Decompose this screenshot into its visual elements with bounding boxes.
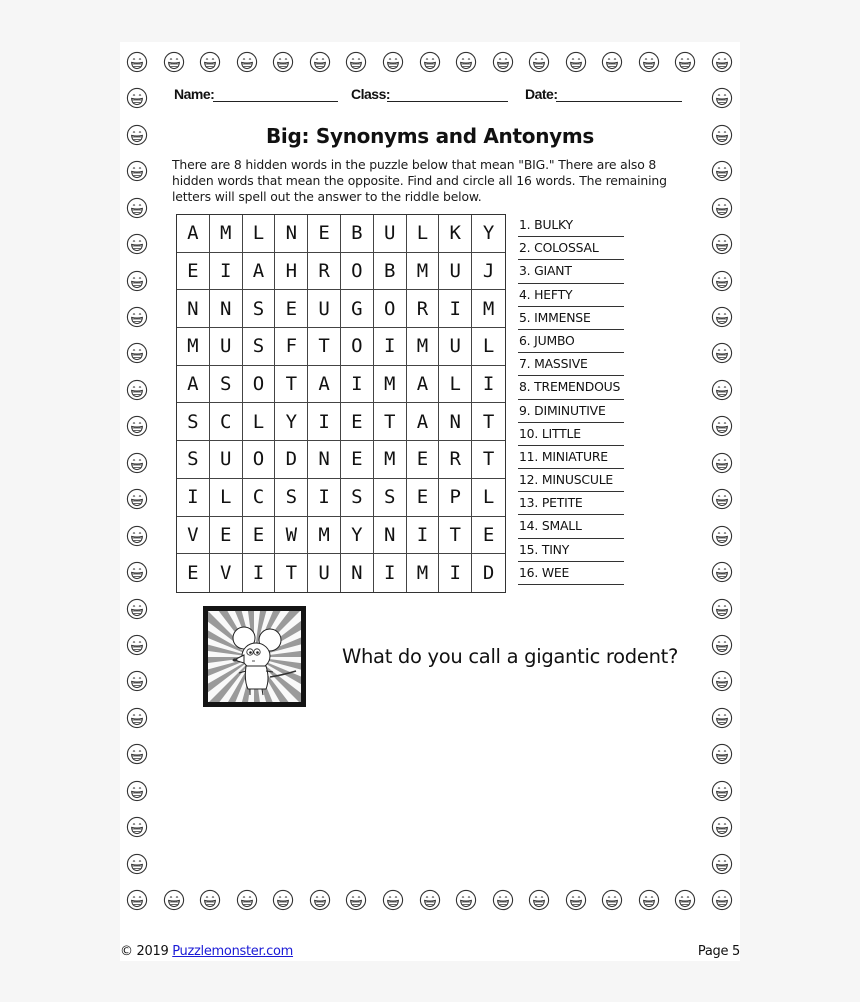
word-list-item: 9. DIMINUTIVE — [518, 400, 624, 423]
grid-cell[interactable]: L — [472, 328, 505, 366]
laughing-face-icon — [711, 670, 733, 692]
word-list-item: 15. TINY — [518, 539, 624, 562]
laughing-face-icon — [638, 889, 660, 911]
laughing-face-icon — [492, 889, 514, 911]
grid-cell[interactable]: R — [407, 290, 440, 328]
grid-cell[interactable]: E — [407, 479, 440, 517]
laughing-face-icon — [711, 743, 733, 765]
grid-cell[interactable]: N — [210, 290, 243, 328]
grid-cell[interactable]: O — [243, 441, 276, 479]
class-label: Class: — [351, 86, 391, 102]
grid-cell[interactable]: T — [308, 328, 341, 366]
copyright-text: © 2019 — [120, 944, 173, 959]
grid-cell[interactable]: B — [374, 253, 407, 291]
laughing-face-icon — [711, 270, 733, 292]
laughing-face-icon — [199, 51, 221, 73]
grid-cell[interactable]: M — [407, 554, 440, 592]
grid-cell[interactable]: T — [374, 403, 407, 441]
grid-cell[interactable]: U — [210, 441, 243, 479]
grid-cell[interactable]: V — [177, 517, 210, 555]
laughing-face-icon — [711, 452, 733, 474]
laughing-face-icon — [419, 889, 441, 911]
mouse-illustration — [203, 606, 306, 707]
laughing-face-icon — [674, 889, 696, 911]
laughing-face-icon — [126, 488, 148, 510]
grid-cell[interactable]: C — [243, 479, 276, 517]
laughing-face-icon — [711, 160, 733, 182]
grid-cell[interactable]: M — [374, 441, 407, 479]
word-list-item: 11. MINIATURE — [518, 446, 624, 469]
grid-cell[interactable]: I — [472, 366, 505, 404]
grid-cell[interactable]: B — [341, 215, 374, 253]
laughing-face-icon — [126, 124, 148, 146]
grid-cell[interactable]: E — [275, 290, 308, 328]
grid-cell[interactable]: O — [341, 253, 374, 291]
grid-cell[interactable]: D — [275, 441, 308, 479]
grid-cell[interactable]: S — [275, 479, 308, 517]
footer-copyright — [120, 944, 293, 959]
grid-cell[interactable]: S — [177, 403, 210, 441]
grid-cell[interactable]: T — [472, 441, 505, 479]
word-list-item: 13. PETITE — [518, 492, 624, 515]
laughing-face-icon — [455, 889, 477, 911]
grid-cell[interactable]: M — [407, 253, 440, 291]
laughing-face-icon — [309, 51, 331, 73]
grid-cell[interactable]: S — [243, 290, 276, 328]
laughing-face-icon — [638, 51, 660, 73]
laughing-face-icon — [126, 707, 148, 729]
grid-cell[interactable]: A — [177, 215, 210, 253]
grid-cell[interactable]: I — [308, 479, 341, 517]
laughing-face-icon — [711, 197, 733, 219]
laughing-face-icon — [601, 51, 623, 73]
laughing-face-icon — [345, 51, 367, 73]
laughing-face-icon — [126, 816, 148, 838]
laughing-face-icon — [528, 889, 550, 911]
grid-cell[interactable]: Y — [275, 403, 308, 441]
laughing-face-icon — [711, 379, 733, 401]
laughing-face-icon — [126, 342, 148, 364]
laughing-face-icon — [163, 51, 185, 73]
word-search-grid — [176, 214, 506, 593]
grid-cell[interactable]: L — [472, 479, 505, 517]
laughing-face-icon — [601, 889, 623, 911]
grid-cell[interactable]: I — [177, 479, 210, 517]
laughing-face-icon — [711, 525, 733, 547]
grid-cell[interactable]: N — [177, 290, 210, 328]
word-list-item: 1. BULKY — [518, 214, 624, 237]
word-list-item: 6. JUMBO — [518, 330, 624, 353]
word-list-item: 10. LITTLE — [518, 423, 624, 446]
name-field[interactable] — [213, 101, 338, 102]
grid-cell[interactable]: M — [407, 328, 440, 366]
laughing-face-icon — [126, 415, 148, 437]
word-list-item: 16. WEE — [518, 562, 624, 585]
grid-cell[interactable]: E — [308, 215, 341, 253]
grid-cell[interactable]: J — [472, 253, 505, 291]
grid-cell[interactable]: T — [275, 554, 308, 592]
grid-cell[interactable]: D — [482, 562, 495, 585]
grid-cell[interactable]: I — [374, 554, 407, 592]
grid-cell[interactable]: I — [407, 517, 440, 555]
word-list-item: 5. IMMENSE — [518, 307, 624, 330]
laughing-face-icon — [236, 889, 258, 911]
grid-cell[interactable]: A — [308, 366, 341, 404]
laughing-face-icon — [419, 51, 441, 73]
grid-cell[interactable]: E — [210, 517, 243, 555]
laughing-face-icon — [711, 342, 733, 364]
laughing-face-icon — [492, 51, 514, 73]
grid-cell[interactable]: G — [341, 290, 374, 328]
laughing-face-icon — [711, 488, 733, 510]
grid-cell[interactable]: U — [210, 328, 243, 366]
grid-cell[interactable]: E — [472, 517, 505, 555]
laughing-face-icon — [382, 889, 404, 911]
laughing-face-icon — [126, 51, 148, 73]
grid-cell[interactable]: N — [374, 517, 407, 555]
laughing-face-icon — [126, 598, 148, 620]
grid-cell[interactable]: N — [341, 554, 374, 592]
word-list-item: 12. MINUSCULE — [518, 469, 624, 492]
laughing-face-icon — [711, 306, 733, 328]
laughing-face-icon — [126, 889, 148, 911]
laughing-face-icon — [199, 889, 221, 911]
laughing-face-icon — [126, 270, 148, 292]
laughing-face-icon — [345, 889, 367, 911]
laughing-face-icon — [126, 452, 148, 474]
laughing-face-icon — [126, 197, 148, 219]
laughing-face-icon — [126, 670, 148, 692]
grid-cell[interactable]: M — [308, 517, 341, 555]
grid-cell[interactable]: S — [243, 328, 276, 366]
grid-cell[interactable]: I — [308, 403, 341, 441]
grid-cell[interactable]: T — [275, 366, 308, 404]
grid-cell[interactable]: N — [439, 403, 472, 441]
puzzlemonster-link[interactable]: Puzzlemonster.com — [172, 944, 294, 959]
laughing-face-icon — [126, 306, 148, 328]
laughing-face-icon — [126, 87, 148, 109]
grid-cell[interactable]: O — [243, 366, 276, 404]
grid-cell[interactable]: I — [210, 253, 243, 291]
laughing-face-icon — [272, 51, 294, 73]
grid-cell[interactable]: I — [243, 554, 276, 592]
laughing-face-icon — [382, 51, 404, 73]
grid-cell[interactable]: I — [439, 554, 472, 592]
laughing-face-icon — [711, 816, 733, 838]
grid-cell[interactable]: M — [210, 215, 243, 253]
laughing-face-icon — [711, 634, 733, 656]
grid-cell[interactable]: E — [341, 403, 374, 441]
grid-cell[interactable]: K — [439, 215, 472, 253]
laughing-face-icon — [126, 743, 148, 765]
laughing-face-icon — [711, 233, 733, 255]
laughing-face-icon — [711, 889, 733, 911]
laughing-face-icon — [711, 598, 733, 620]
grid-cell[interactable]: P — [439, 479, 472, 517]
word-list-item: 8. TREMENDOUS — [518, 376, 624, 399]
laughing-face-icon — [236, 51, 258, 73]
page-title: Big: Synonyms and Antonyms — [265, 124, 595, 148]
laughing-face-icon — [711, 853, 733, 875]
laughing-face-icon — [711, 707, 733, 729]
laughing-face-icon — [455, 51, 477, 73]
grid-cell[interactable]: L — [407, 215, 440, 253]
laughing-face-icon — [126, 233, 148, 255]
date-field[interactable] — [556, 101, 682, 102]
laughing-face-icon — [126, 561, 148, 583]
word-list — [518, 214, 624, 585]
word-list-item: 2. COLOSSAL — [518, 237, 624, 260]
grid-cell[interactable]: N — [308, 441, 341, 479]
laughing-face-icon — [309, 889, 331, 911]
laughing-face-icon — [272, 889, 294, 911]
grid-cell[interactable]: H — [275, 253, 308, 291]
grid-cell[interactable]: R — [439, 441, 472, 479]
laughing-face-icon — [565, 889, 587, 911]
grid-cell[interactable]: S — [210, 366, 243, 404]
grid-cell[interactable]: E — [407, 441, 440, 479]
laughing-face-icon — [565, 51, 587, 73]
name-label: Name: — [174, 86, 215, 102]
date-label: Date: — [525, 86, 558, 102]
grid-cell[interactable]: M — [472, 290, 505, 328]
grid-cell[interactable]: O — [374, 290, 407, 328]
laughing-face-icon — [126, 525, 148, 547]
grid-cell[interactable]: L — [243, 215, 276, 253]
grid-cell[interactable]: V — [210, 554, 243, 592]
grid-cell[interactable]: T — [439, 517, 472, 555]
laughing-face-icon — [126, 853, 148, 875]
grid-cell[interactable]: I — [341, 366, 374, 404]
laughing-face-icon — [711, 780, 733, 802]
laughing-face-icon — [711, 51, 733, 73]
grid-cell[interactable]: L — [439, 366, 472, 404]
laughing-face-icon — [711, 415, 733, 437]
laughing-face-icon — [711, 124, 733, 146]
grid-cell[interactable]: S — [374, 479, 407, 517]
grid-cell[interactable]: M — [177, 328, 210, 366]
grid-cell[interactable]: E — [341, 441, 374, 479]
grid-cell[interactable]: A — [243, 253, 276, 291]
grid-cell[interactable]: E — [177, 554, 210, 592]
grid-cell[interactable]: O — [341, 328, 374, 366]
word-list-item: 3. GIANT — [518, 260, 624, 283]
grid-cell[interactable]: U — [308, 290, 341, 328]
grid-cell[interactable]: L — [210, 479, 243, 517]
grid-cell[interactable]: U — [439, 253, 472, 291]
laughing-face-icon — [674, 51, 696, 73]
grid-cell[interactable]: E — [177, 253, 210, 291]
grid-cell[interactable]: I — [439, 290, 472, 328]
page-number: Page 5 — [697, 944, 740, 959]
grid-cell[interactable]: U — [308, 554, 341, 592]
grid-cell[interactable]: A — [177, 366, 210, 404]
word-list-item: 4. HEFTY — [518, 284, 624, 307]
grid-cell[interactable]: A — [407, 366, 440, 404]
word-list-item: 14. SMALL — [518, 515, 624, 538]
grid-cell[interactable]: E — [243, 517, 276, 555]
laughing-face-icon — [711, 561, 733, 583]
laughing-face-icon — [163, 889, 185, 911]
grid-cell[interactable]: U — [439, 328, 472, 366]
laughing-face-icon — [711, 87, 733, 109]
riddle-question: What do you call a gigantic rodent? — [342, 645, 679, 668]
grid-cell[interactable]: Y — [472, 215, 505, 253]
laughing-face-icon — [126, 160, 148, 182]
instructions: There are 8 hidden words in the puzzle below that mean "BIG." There are also 8 hidden words that mean the opposite. Find and circle all 16 words. The remaining letters will spell out the answer to the riddle below. — [172, 157, 667, 204]
laughing-face-icon — [126, 634, 148, 656]
mouse-sunburst-icon — [208, 611, 301, 702]
laughing-face-icon — [528, 51, 550, 73]
grid-cell[interactable]: L — [243, 403, 276, 441]
grid-cell[interactable]: S — [341, 479, 374, 517]
grid-cell[interactable]: N — [275, 215, 308, 253]
grid-cell[interactable]: W — [275, 517, 308, 555]
grid-cell[interactable]: C — [210, 403, 243, 441]
class-field[interactable] — [387, 101, 508, 102]
word-list-item: 7. MASSIVE — [518, 353, 624, 376]
laughing-face-icon — [126, 379, 148, 401]
grid-cell[interactable]: F — [275, 328, 308, 366]
grid-cell[interactable]: A — [407, 403, 440, 441]
grid-cell[interactable]: I — [374, 328, 407, 366]
grid-cell[interactable]: M — [374, 366, 407, 404]
grid-cell[interactable]: T — [472, 403, 505, 441]
grid-cell[interactable]: S — [177, 441, 210, 479]
grid-cell[interactable]: R — [308, 253, 341, 291]
grid-cell[interactable]: Y — [341, 517, 374, 555]
laughing-face-icon — [126, 780, 148, 802]
grid-cell[interactable]: U — [374, 215, 407, 253]
